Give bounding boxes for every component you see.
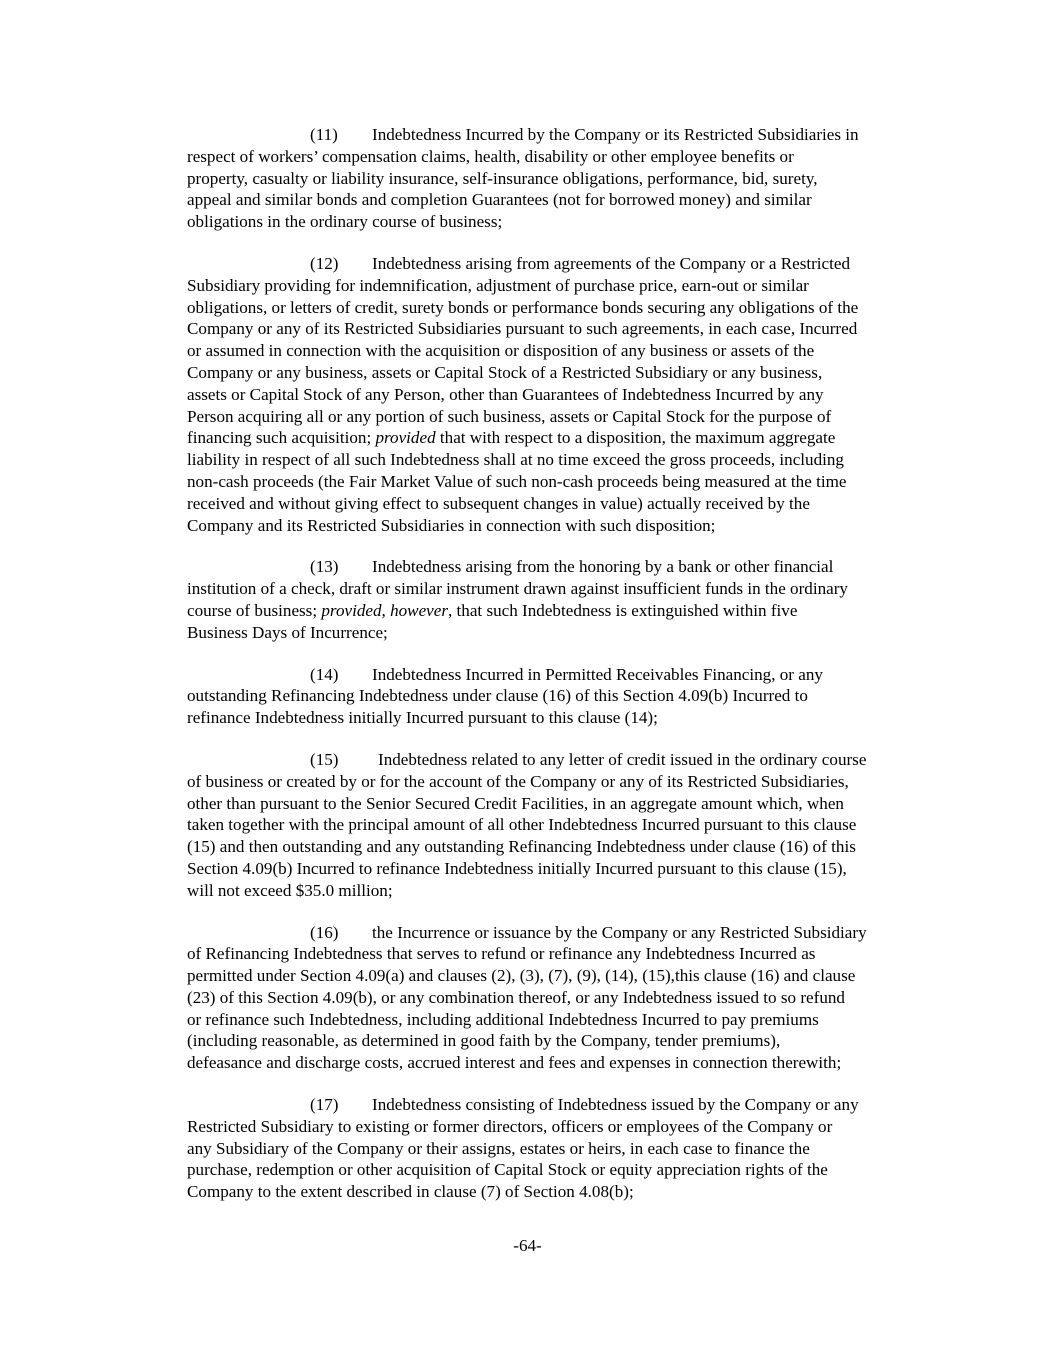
clause-text: Company or any of its Restricted Subsidiaries pursuant to such agreements, in each case, Incurred (187, 319, 858, 339)
clause-text: Indebtedness related to any letter of credit issued in the ordinary course (378, 749, 867, 769)
clause-text: liability in respect of all such Indebtedness shall at no time exceed the gross proceeds, including (187, 450, 844, 470)
clause-text: obligations, or letters of credit, surety bonds or performance bonds securing any obligations of the (187, 297, 859, 317)
clause-text: other than pursuant to the Senior Secured Credit Facilities, in an aggregate amount which, when (187, 793, 844, 813)
document-body (187, 124, 935, 1223)
clause-text: assets or Capital Stock of any Person, other than Guarantees of Indebtedness Incurred by any (187, 384, 824, 404)
clause-text: Company to the extent described in clause (7) of Section 4.08(b); (187, 1182, 634, 1202)
clause-text: of business or created by or for the account of the Company or any of its Restricted Subsidiaries, (187, 771, 849, 791)
page-number: -64- (513, 1236, 542, 1255)
clause-text: respect of workers’ compensation claims, health, disability or other employee benefits or (187, 146, 794, 166)
clause-12 (187, 253, 935, 536)
clause-15 (187, 749, 935, 902)
clause-text: , (381, 600, 386, 620)
clause-text: taken together with the principal amount of all other Indebtedness Incurred pursuant to this clause (187, 815, 857, 835)
clause-text: Subsidiary providing for indemnification, adjustment of purchase price, earn-out or similar (187, 275, 809, 295)
clause-number: (11) (310, 125, 338, 144)
clause-number: (12) (310, 253, 339, 273)
clause-number: (15) (310, 749, 339, 769)
clause-text: received and without giving effect to subsequent changes in value) actually received by the (187, 493, 810, 513)
clause-text: , that such Indebtedness is extinguished within five (448, 600, 798, 620)
clause-text: institution of a check, draft or similar instrument drawn against insufficient funds in the ordinary (187, 579, 848, 599)
clause-text: (15) and then outstanding and any outstanding Refinancing Indebtedness under clause (16) of this (187, 837, 856, 857)
clause-text: refinance Indebtedness initially Incurred pursuant to this clause (14); (187, 708, 658, 728)
provided-term: provided (375, 428, 436, 448)
clause-text: Indebtedness consisting of Indebtedness issued by the Company or any (372, 1095, 859, 1115)
clause-text: or refinance such Indebtedness, including additional Indebtedness Incurred to pay premiums (187, 1009, 819, 1029)
clause-text: purchase, redemption or other acquisition of Capital Stock or equity appreciation rights of the (187, 1160, 828, 1180)
clause-17 (187, 1094, 935, 1203)
clause-text: outstanding Refinancing Indebtedness under clause (16) of this Section 4.09(b) Incurred to (187, 686, 808, 706)
clause-text: of Refinancing Indebtedness that serves to refund or refinance any Indebtedness Incurred as (187, 944, 816, 964)
clause-number: (17) (310, 1095, 339, 1115)
clause-number: (14) (310, 664, 339, 684)
clause-text: Person acquiring all or any portion of such business, assets or Capital Stock for the purpose of (187, 406, 832, 426)
clause-number: (13) (310, 557, 339, 577)
clause-16 (187, 922, 935, 1075)
clause-text: any Subsidiary of the Company or their assigns, estates or heirs, in each case to finance the (187, 1138, 810, 1158)
clause-text: Business Days of Incurrence; (187, 622, 388, 642)
clause-text: obligations in the ordinary course of business; (187, 212, 503, 232)
however-term: however (390, 600, 448, 620)
clause-text: Company or any business, assets or Capital Stock of a Restricted Subsidiary or any business, (187, 362, 823, 382)
clause-text: Indebtedness arising from agreements of the Company or a Restricted (372, 253, 851, 273)
clause-text: course of business; (187, 600, 318, 620)
clause-text: (including reasonable, as determined in good faith by the Company, tender premiums), (187, 1031, 781, 1051)
clause-14 (187, 664, 935, 729)
clause-text: property, casualty or liability insurance, self-insurance obligations, performance, bid, surety, (187, 168, 818, 188)
clause-text: non-cash proceeds (the Fair Market Value of such non-cash proceeds being measured at the time (187, 471, 847, 491)
clause-text: Section 4.09(b) Incurred to refinance Indebtedness initially Incurred pursuant to this clause (15), (187, 858, 847, 878)
clause-13 (187, 556, 935, 643)
clause-text: Indebtedness Incurred by the Company or its Restricted Subsidiaries in (372, 125, 859, 144)
clause-text: financing such acquisition; (187, 428, 372, 448)
clause-text: or assumed in connection with the acquisition or disposition of any business or assets of the (187, 341, 815, 361)
clause-text: Company and its Restricted Subsidiaries in connection with such disposition; (187, 515, 716, 535)
clause-text: that with respect to a disposition, the maximum aggregate (435, 428, 836, 448)
provided-term: provided (321, 600, 382, 620)
clause-text: permitted under Section 4.09(a) and clauses (2), (3), (7), (9), (14), (15),this clause (16) and clause (187, 966, 856, 986)
clause-text: Indebtedness Incurred in Permitted Receivables Financing, or any (372, 664, 823, 684)
clause-11 (187, 124, 935, 233)
clause-text: Indebtedness arising from the honoring by a bank or other financial (372, 557, 834, 577)
clause-number: (16) (310, 922, 339, 942)
clause-text: the Incurrence or issuance by the Company or any Restricted Subsidiary (372, 922, 867, 942)
clause-text: will not exceed $35.0 million; (187, 880, 393, 900)
clause-text: defeasance and discharge costs, accrued interest and fees and expenses in connection therewith; (187, 1053, 842, 1073)
clause-text: (23) of this Section 4.09(b), or any combination thereof, or any Indebtedness issued to so refund (187, 987, 845, 1007)
clause-text: Restricted Subsidiary to existing or former directors, officers or employees of the Company or (187, 1116, 833, 1136)
clause-text: appeal and similar bonds and completion Guarantees (not for borrowed money) and similar (187, 190, 812, 210)
